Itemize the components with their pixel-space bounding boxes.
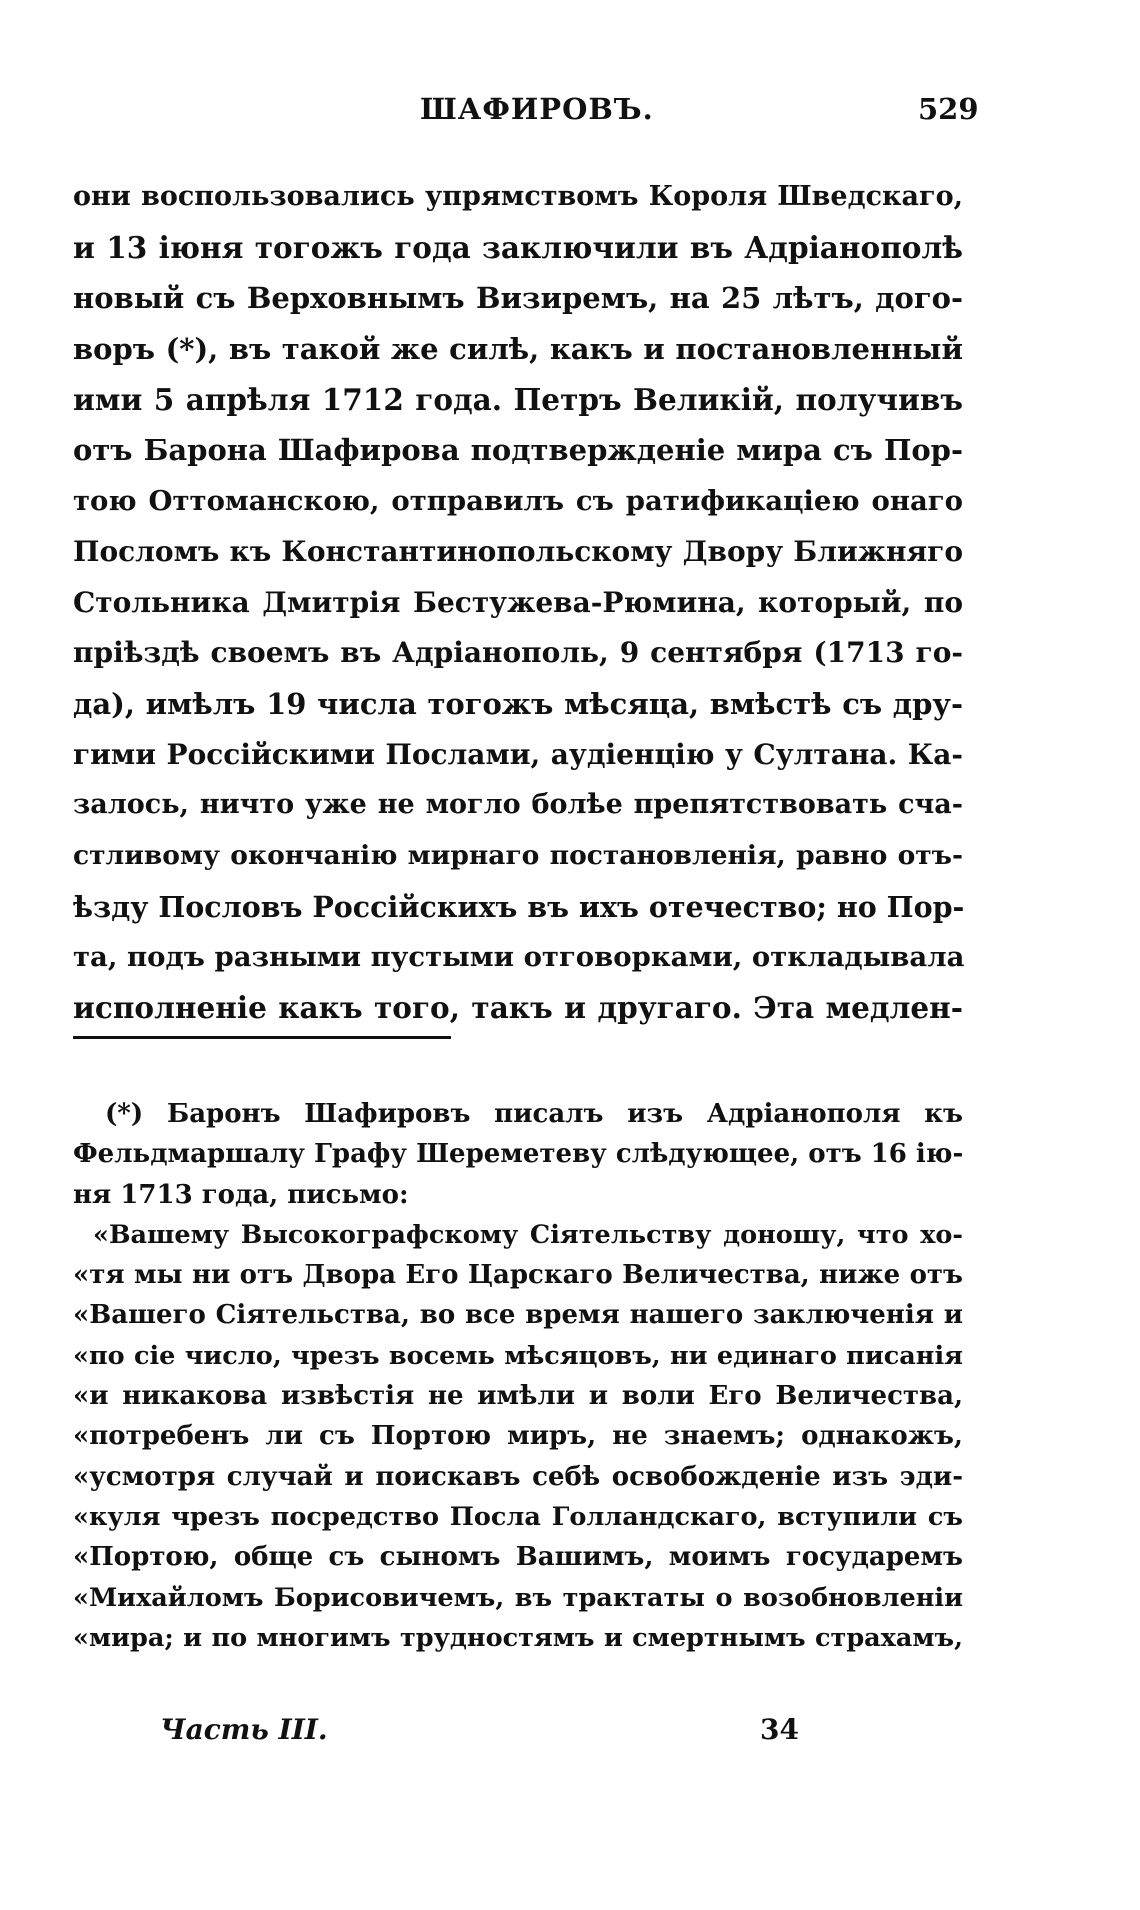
text-line: залось, ничто уже не могло болѣе препятствовать сча- [73,789,963,821]
text-line: и 13 іюня тогожъ года заключили въ Адріанополѣ [73,229,963,265]
text-line: да), имѣлъ 19 числа тогожъ мѣсяца, вмѣстѣ съ дру- [73,686,963,721]
volume-part: Часть III. [160,1713,328,1746]
text-line: пріѣздѣ своемъ въ Адріанополь, 9 сентября (1713 го- [73,636,963,670]
footnote-line: «усмотря случай и поискавъ себѣ освобожденіе изъ эди- [73,1461,963,1492]
footnote-line: «потребенъ ли съ Портою миръ, не знаемъ; однакожъ, [73,1421,963,1452]
text-line: Посломъ къ Константинопольскому Двору Ближняго [73,534,963,568]
footnote-line: «куля чрезъ посредство Посла Голландскаго, вступили съ [73,1501,963,1532]
text-line: воръ (*), въ такой же силѣ, какъ и постановленный [73,332,963,367]
running-title: ШАФИРОВЪ. [420,92,654,126]
text-line: тою Оттоманскою, отправилъ съ ратификаціею онаго [73,485,963,518]
text-line: стливому окончанію мирнаго постановленія, равно отъ- [73,839,963,871]
footnote [73,1094,963,1658]
text-line: гими Россійскими Послами, аудіенцію у Султана. Ка- [73,737,963,771]
printer-signature: 34 [760,1713,799,1746]
text-line: Стольника Дмитрія Бестужева-Рюмина, который, по [73,585,963,619]
footnote-line: Фельдмаршалу Графу Шереметеву слѣдующее, отъ 16 ію- [73,1139,964,1170]
text-line: ѣзду Пословъ Россійскихъ въ ихъ отечество; но Пор- [73,889,965,924]
footnote-divider [73,1036,451,1039]
footnote-line: «Вашему Высокографскому Сіятельству доношу, что хо- [93,1219,963,1250]
footnote-line: (*) Баронъ Шафировъ писалъ изъ Адріанополя къ [105,1099,963,1129]
text-line: исполненіе какъ того, такъ и другаго. Эта медлен- [73,990,963,1025]
page-number: 529 [918,92,979,126]
footnote-line: ня 1713 года, письмо: [73,1179,409,1210]
text-line: новый съ Верховнымъ Визиремъ, на 25 лѣтъ, дого- [73,281,963,316]
footnote-line: «Михайломъ Борисовичемъ, въ трактаты о возобновленіи [73,1582,963,1613]
text-line: они воспользовались упрямствомъ Короля Шведскаго, [73,181,963,212]
text-line: отъ Барона Шафирова подтвержденіе мира съ Пор- [73,433,963,468]
footnote-line: «тя мы ни отъ Двора Его Царскаго Величества, ниже отъ [73,1260,963,1291]
text-line: та, подъ разными пустыми отговорками, откладывала [73,941,965,974]
page-header [0,92,1140,132]
footnote-line: «Портою, обще съ сыномъ Вашимъ, моимъ государемъ [73,1542,963,1573]
signature-line [0,1713,1140,1753]
footnote-line: «Вашего Сіятельства, во все время нашего заключенія и [73,1300,963,1331]
footnote-line: «по сіе число, чрезъ восемь мѣсяцовъ, ни единаго писанія [73,1340,963,1371]
main-text [73,172,963,1034]
text-line: ими 5 апрѣля 1712 года. Петръ Великій, получивъ [73,381,963,417]
footnote-line: «мира; и по многимъ трудностямъ и смертнымъ страхамъ, [73,1622,963,1653]
footnote-line: «и никакова извѣстія не имѣли и воли Его Величества, [73,1381,963,1412]
